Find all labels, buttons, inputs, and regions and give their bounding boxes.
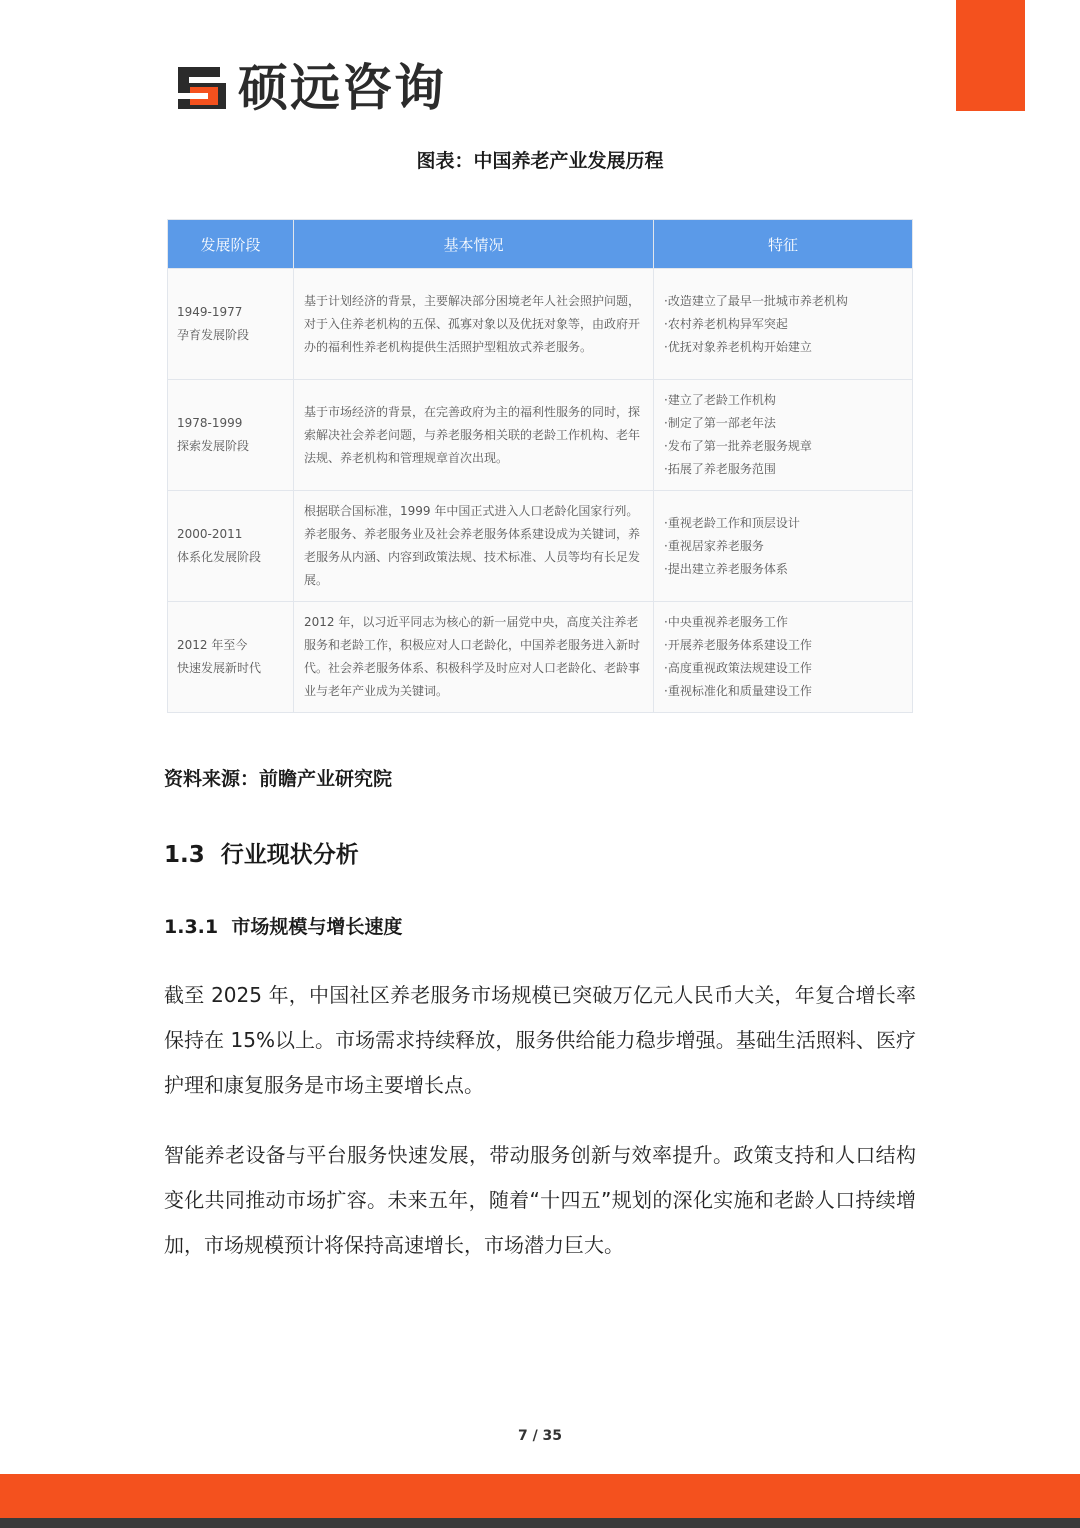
- footer-strip: [0, 1518, 1080, 1528]
- stage-cell: [168, 602, 294, 713]
- feature-cell: [654, 602, 913, 713]
- header-basic: 基本情况: [294, 220, 654, 269]
- feature-item: ·优抚对象养老机构开始建立: [664, 339, 812, 354]
- feature-item: ·拓展了养老服务范围: [664, 462, 776, 476]
- basic-cell: 基于市场经济的背景，在完善政府为主的福利性服务的同时，探索解决社会养老问题，与养老服务相关联的老龄工作机构、老年法规、养老机构和管理规章首次出现。: [294, 380, 654, 491]
- page-number: 7 / 35: [517, 1428, 563, 1444]
- header-stage: 发展阶段: [168, 220, 294, 269]
- feature-item: ·重视居家养老服务: [664, 538, 764, 553]
- feature-item: ·开展养老服务体系建设工作: [664, 638, 812, 652]
- table-row: [168, 380, 913, 491]
- feature-item: ·高度重视政策法规建设工作: [664, 661, 812, 675]
- stage-period: 1949-1977: [177, 305, 243, 319]
- table-row: [168, 269, 913, 380]
- stage-name: 孕育发展阶段: [177, 328, 250, 342]
- brand-s-logo-icon: [176, 65, 228, 111]
- stage-cell: [168, 491, 294, 602]
- history-table: [167, 219, 913, 713]
- stage-period: 1978-1999: [177, 416, 243, 430]
- section-heading: 1.3 行业现状分析: [164, 842, 359, 868]
- source-note: 资料来源：前瞻产业研究院: [164, 768, 393, 790]
- feature-cell: [654, 269, 913, 380]
- feature-item: ·制定了第一部老年法: [664, 416, 776, 430]
- feature-item: ·改造建立了最早一批城市养老机构: [664, 293, 848, 308]
- basic-cell: 根据联合国标准，1999 年中国正式进入人口老龄化国家行列。养老服务、养老服务业及社会养老服务体系建设成为关键词，养老服务从内涵、内容到政策法规、技术标准、人员等均有长足发展。: [294, 491, 654, 602]
- body-paragraph: 截至 2025 年，中国社区养老服务市场规模已突破万亿元人民币大关，年复合增长率保持在 15%以上。市场需求持续释放，服务供给能力稳步增强。基础生活照料、医疗护理和康复服务是市场主要增长点。: [164, 983, 916, 1097]
- stage-period: 2012 年至今: [177, 638, 248, 652]
- stage-cell: [168, 269, 294, 380]
- basic-cell: 2012 年，以习近平同志为核心的新一届党中央，高度关注养老服务和老龄工作，积极应对人口老龄化，中国养老服务进入新时代。社会养老服务体系、积极科学及时应对人口老龄化、老龄事业与老年产业成为关键词。: [294, 602, 654, 713]
- basic-cell: 基于计划经济的背景，主要解决部分困境老年人社会照护问题，对于入住养老机构的五保、孤寡对象以及优抚对象等，由政府开办的福利性养老机构提供生活照护型粗放式养老服务。: [294, 269, 654, 380]
- brand-name: 硕远咨询: [238, 59, 446, 117]
- feature-item: ·发布了第一批养老服务规章: [664, 439, 812, 453]
- feature-item: ·提出建立养老服务体系: [664, 561, 788, 576]
- feature-item: ·重视标准化和质量建设工作: [664, 684, 812, 698]
- stage-cell: [168, 380, 294, 491]
- body-paragraph: 智能养老设备与平台服务快速发展，带动服务创新与效率提升。政策支持和人口结构变化共同推动市场扩容。未来五年，随着“十四五”规划的深化实施和老龄人口持续增加，市场规模预计将保持高速增长，市场潜力巨大。: [164, 1143, 916, 1257]
- table-header-row: [168, 220, 913, 269]
- stage-name: 快速发展新时代: [177, 661, 262, 675]
- feature-item: ·重视老龄工作和顶层设计: [664, 515, 800, 530]
- feature-item: ·中央重视养老服务工作: [664, 615, 788, 629]
- stage-name: 探索发展阶段: [177, 439, 250, 453]
- figure-title: 图表：中国养老产业发展历程: [416, 150, 664, 172]
- feature-item: ·农村养老机构异军突起: [664, 316, 788, 331]
- feature-cell: [654, 380, 913, 491]
- stage-name: 体系化发展阶段: [177, 550, 262, 564]
- header-feature: 特征: [654, 220, 913, 269]
- stage-period: 2000-2011: [177, 527, 243, 541]
- feature-cell: [654, 491, 913, 602]
- footer-bar: [0, 1474, 1080, 1518]
- corner-accent-block: [956, 0, 1025, 111]
- subsection-heading: 1.3.1 市场规模与增长速度: [164, 916, 403, 938]
- table-row: [168, 602, 913, 713]
- feature-item: ·建立了老龄工作机构: [664, 393, 776, 407]
- table-row: [168, 491, 913, 602]
- brand-logo: [176, 58, 446, 118]
